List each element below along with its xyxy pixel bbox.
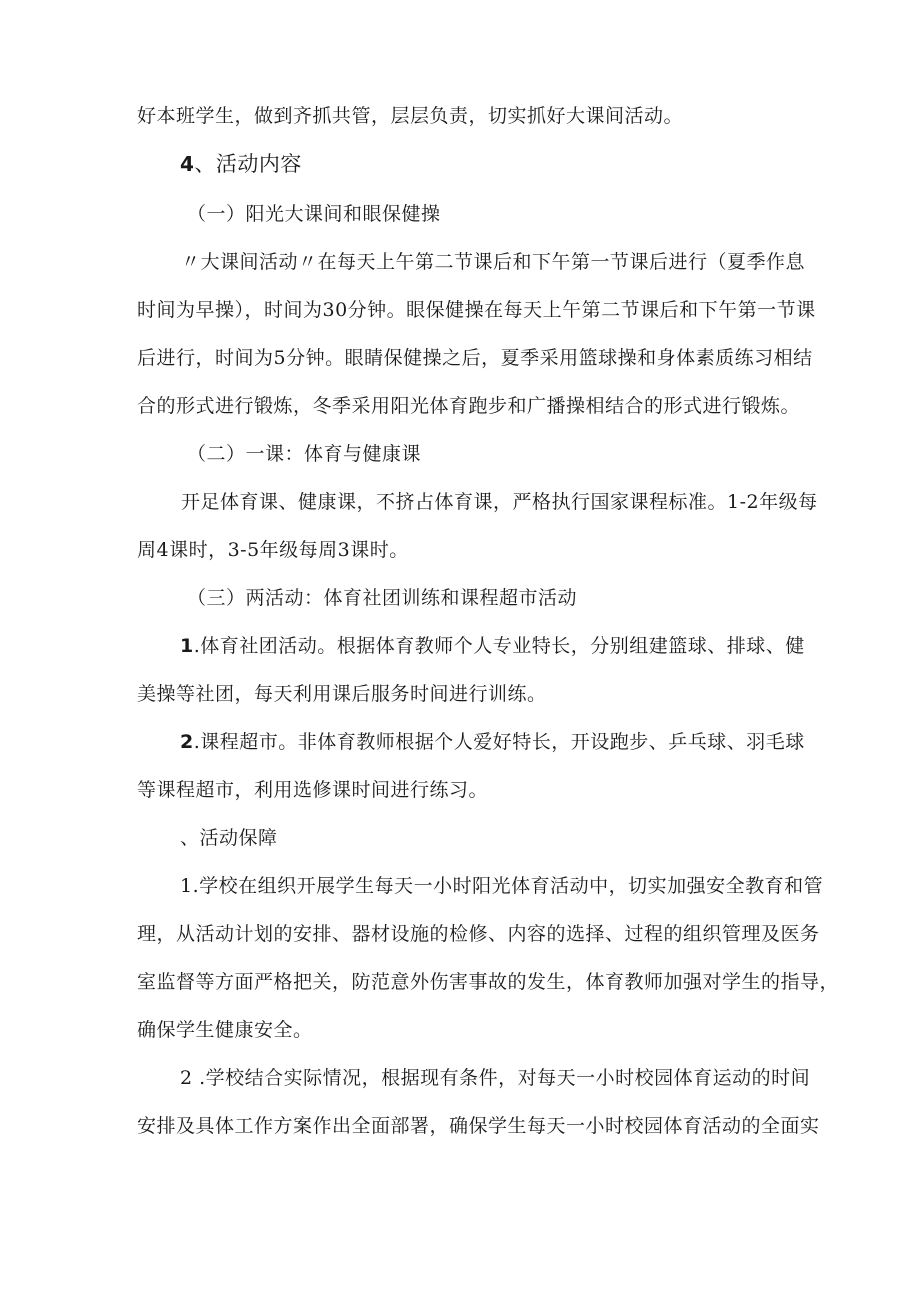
subsection-heading: （三）两活动：体育社团训练和课程超市活动 bbox=[187, 587, 578, 609]
text-line: 开足体育课、健康课，不挤占体育课，严格执行国家课程标准。1-2年级每 bbox=[181, 491, 818, 513]
text-line: 2 .学校结合实际情况，根据现有条件，对每天一小时校园体育运动的时间 bbox=[180, 1067, 811, 1089]
subsection-heading: （一）阳光大课间和眼保健操 bbox=[187, 203, 441, 225]
list-number: 2 bbox=[180, 731, 194, 753]
text-line: 确保学生健康安全。 bbox=[137, 1019, 313, 1041]
text-line: 等课程超市，利用选修课时间进行练习。 bbox=[137, 779, 489, 801]
text-line: 美操等社团，每天利用课后服务时间进行训练。 bbox=[137, 683, 547, 705]
text-line: 1.学校在组织开展学生每天一小时阳光体育活动中，切实加强安全教育和管 bbox=[180, 875, 824, 897]
list-item-line bbox=[180, 634, 805, 658]
list-number: 1 bbox=[180, 635, 194, 657]
subsection-heading: （二）一课：体育与健康课 bbox=[187, 443, 422, 465]
heading-text: 、活动内容 bbox=[194, 152, 302, 176]
list-item-line bbox=[180, 730, 805, 754]
text-line: 好本班学生，做到齐抓共管，层层负责，切实抓好大课间活动。 bbox=[137, 105, 684, 127]
text-line: 后进行，时间为5分钟。眼睛保健操之后，夏季采用篮球操和身体素质练习相结 bbox=[137, 347, 813, 369]
text-line: 理，从活动计划的安排、器材设施的检修、内容的选择、过程的组织管理及医务 bbox=[137, 923, 820, 945]
text-line: 〃大课间活动〃在每天上午第二节课后和下午第一节课后进行（夏季作息 bbox=[181, 251, 806, 273]
list-item-text: .课程超市。非体育教师根据个人爱好特长，开设跑步、乒乓球、羽毛球 bbox=[193, 731, 805, 753]
heading-number: 4 bbox=[180, 152, 195, 176]
text-line: 合的形式进行锻炼，冬季采用阳光体育跑步和广播操相结合的形式进行锻炼。 bbox=[137, 395, 801, 417]
list-item-text: .体育社团活动。根据体育教师个人专业特长，分别组建篮球、排球、健 bbox=[193, 635, 805, 657]
text-line: 室监督等方面严格把关，防范意外伤害事故的发生，体育教师加强对学生的指导， bbox=[137, 971, 840, 993]
text-line: 时间为早操），时间为30分钟。眼保健操在每天上午第二节课后和下午第一节课 bbox=[137, 299, 816, 321]
text-line: 安排及具体工作方案作出全面部署，确保学生每天一小时校园体育活动的全面实 bbox=[137, 1115, 820, 1137]
section-heading: 、活动保障 bbox=[180, 827, 278, 849]
text-line: 周4课时，3-5年级每周3课时。 bbox=[137, 539, 409, 561]
section-heading bbox=[180, 152, 302, 176]
